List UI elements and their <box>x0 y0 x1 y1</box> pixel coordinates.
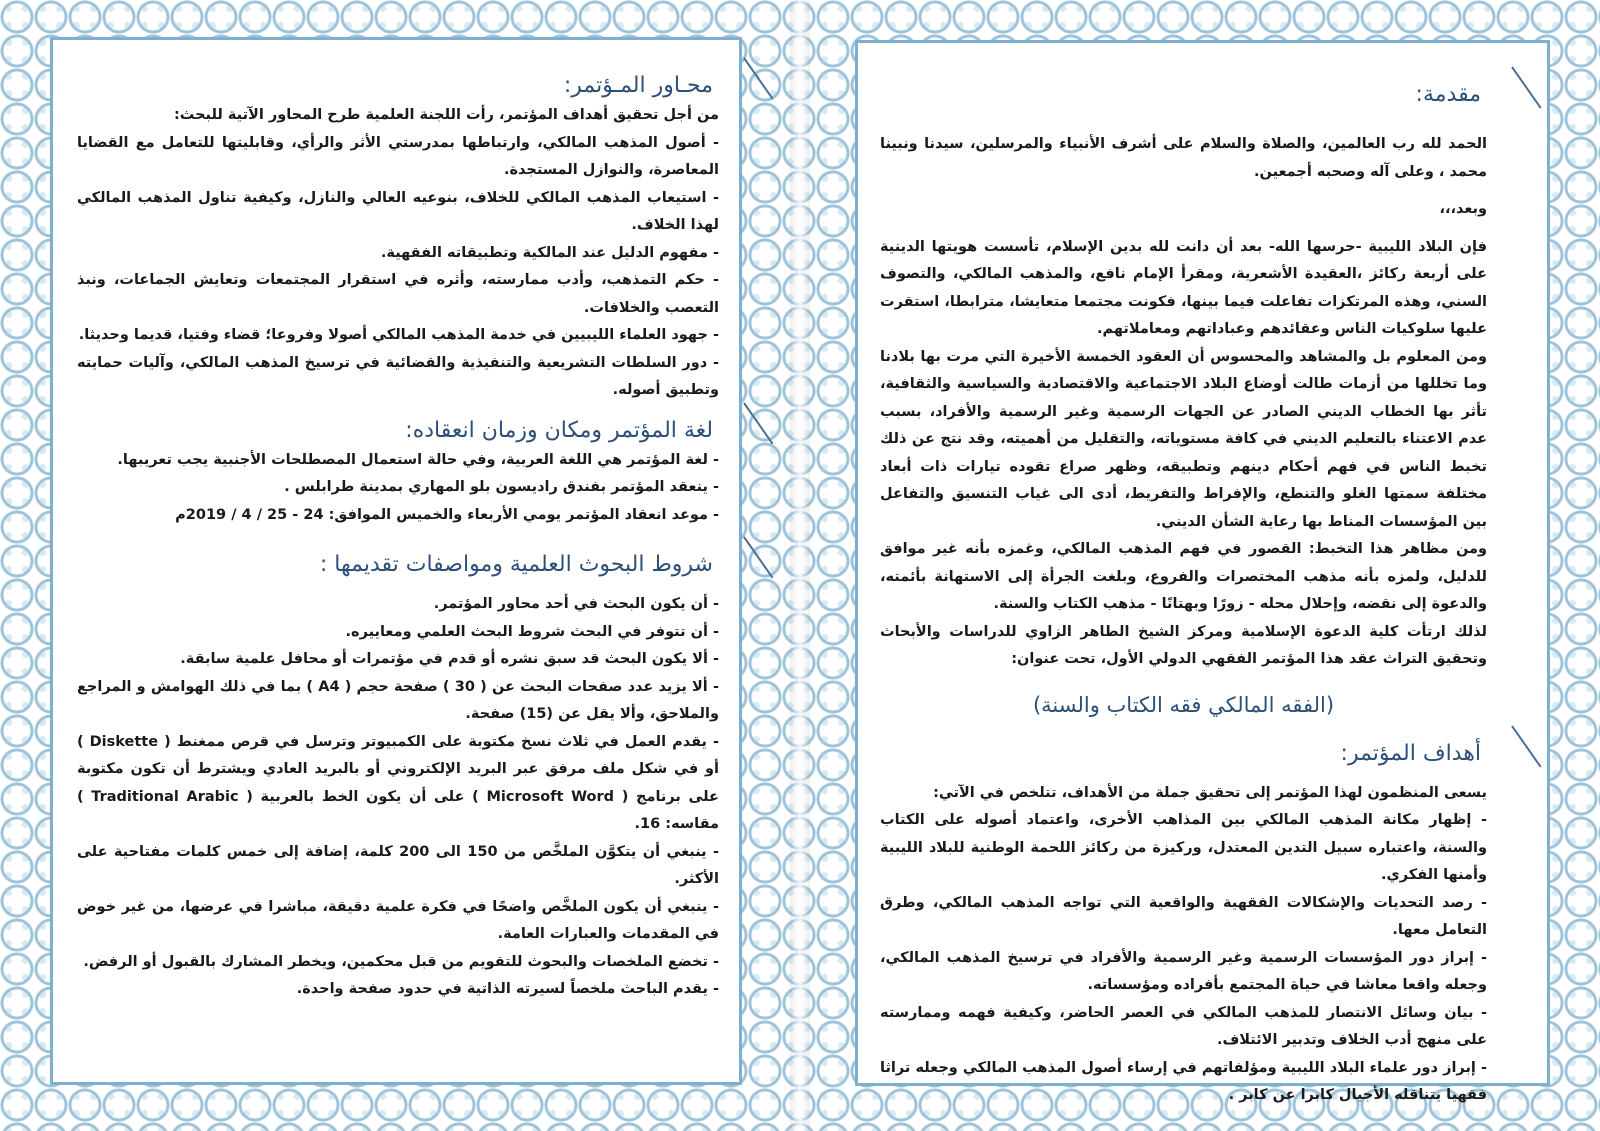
conditions-line: - ألا يزيد عدد صفحات البحث عن ( 30 ) صفحة حجم ( A4 ) بما في ذلك الهوامش و المراجع والملاحق، وألا يقل عن (15) صفحة. <box>77 678 719 722</box>
language-line: - لغة المؤتمر هي اللغة العربية، وفي حالة استعمال المصطلحات الأجنبية يجب تعريبها. <box>117 451 719 468</box>
conditions-heading-text: شروط البحوث العلمية ومواصفات تقديمها : <box>319 552 713 577</box>
intro-line: وبعد،،، <box>1439 201 1487 217</box>
goals-line: - إبراز دور علماء البلاد الليبية ومؤلفاتهم في إرساء أصول المذهب المالكي وجعله تراثا فقهيا يتناقله الأجيال كابرا عن كابر . <box>880 1059 1487 1103</box>
goals-heading <box>880 738 1487 770</box>
axes-line: - حكم التمذهب، وأدب ممارسته، وأثره في استقرار المجتمعات وتعايش الجماعات، ونبذ التعصب والخلافات. <box>77 272 719 316</box>
conditions-line: - ألا يكون البحث قد سبق نشره أو قدم في مؤتمرات أو محافل علمية سابقة. <box>180 651 719 667</box>
conditions-heading <box>77 549 719 581</box>
intro-line: فإن البلاد الليبية -حرسها الله- بعد أن دانت لله بدين الإسلام، تأسست هويتها الدينية على أربعة ركائز ،العقيدة الأشعرية، ومقرأ الإمام نافع، والمذهب المالكي، والتصوف السني، وهذه المرتكزات تفاعلت فيما بينها، فكونت مجتمعا متعايشا، مترابطا، استقرت عليها سلوكيات الناس وعقائدهم وعباداتهم ومعاملاتهم. <box>880 238 1487 337</box>
axes-line: - جهود العلماء الليبيين في خدمة المذهب المالكي أصولا وفروعا؛ قضاء وفتيا، قديما وحديثا. <box>78 327 719 343</box>
conference-title: (الفقه المالكي فقه الكتاب والسنة) <box>1032 692 1335 717</box>
conditions-line: - يقدم الباحث ملخصاً لسيرته الذاتية في حدود صفحة واحدة. <box>296 981 719 997</box>
language-heading-text: لغة المؤتمر ومكان وزمان انعقاده: <box>405 417 713 443</box>
goals-heading-text: أهداف المؤتمر: <box>1340 740 1481 766</box>
conditions-line: - ينبغي أن يكون الملخَّص واضحًا في فكرة علمية دقيقة، مباشرا في عرضها، من غير خوض في المقدمات والعبارات العامة. <box>77 898 719 942</box>
axes-line: - دور السلطات التشريعية والتنفيذية والقضائية في ترسيخ المذهب المالكي، وآليات حمايته وتطبيق أصوله. <box>77 354 719 398</box>
goals-line: - رصد التحديات والإشكالات الفقهية والواقعية التي تواجه المذهب المالكي، وطرق التعامل معها. <box>880 894 1487 938</box>
conditions-line: - تخضع الملخصات والبحوث للتقويم من قبل محكمين، ويخطر المشارك بالقبول أو الرفض. <box>83 953 719 970</box>
heading-slash-ornament <box>1511 66 1541 108</box>
language-line: - ينعقد المؤتمر بفندق راديسون بلو المهاري بمدينة طرابلس . <box>284 479 719 495</box>
axes-line: من أجل تحقيق أهداف المؤتمر، رأت اللجنة العلمية طرح المحاور الآتية للبحث: <box>173 107 719 123</box>
intro-line: ومن المعلوم بل والمشاهد والمحسوس أن العقود الخمسة الأخيرة التي مرت بها بلادنا وما تخللها من أزمات طالت أوضاع البلاد الاجتماعية والاقتصادية والسياسية والثقافية، تأثر بها الخطاب الديني الصادر عن الجهات الرسمية وغير الرسمية والأفراد، بسبب عدم الاعتناء بالتعليم الديني في كافة مستوياته، والتقليل من أهميته، وقد نتج عن ذلك تخبط الناس في فهم أحكام دينهم وتطبيقه، وظهر صراع تقوده تيارات ذات أبعاد مختلفة سمتها الغلو والتنطع، والإفراط والتفريط، أدى الى غياب التنسيق والتفاعل بين المؤسسات المناط بها رعاية الشأن الديني. <box>880 348 1487 530</box>
right-page-panel <box>855 40 1550 1103</box>
language-line: - موعد انعقاد المؤتمر يومي الأربعاء والخميس الموافق: 24 - 25 / 4 / 2019م <box>175 506 719 523</box>
intro-heading-text: مقدمة: <box>1415 82 1481 107</box>
intro-line: لذلك ارتأت كلية الدعوة الإسلامية ومركز الشيخ الطاهر الزاوي للدراسات والأبحاث وتحقيق التراث عقد هذا المؤتمر الفقهي الدولي الأول، تحت عنوان: <box>880 623 1487 667</box>
heading-slash-ornament <box>743 536 773 578</box>
conditions-line: - يقدم العمل في ثلاث نسخ مكتوبة على الكمبيوتر وترسل في قرص ممغنط ( Diskette ) أو في شكل ملف مرفق عبر البريد الإلكتروني أو بالبريد العادي ويشترط أن تكون مكتوبة على برنامج ( Microsoft Word ) على أن يكون الخط بالعربية ( Traditional Arabic ) مقاسه: 16. <box>77 733 720 832</box>
language-heading <box>77 415 719 447</box>
page-fold <box>790 0 810 1131</box>
heading-slash-ornament <box>1511 725 1541 767</box>
axes-line: - مفهوم الدليل عند المالكية وتطبيقاته الفقهية. <box>380 244 719 261</box>
goals-line: - إظهار مكانة المذهب المالكي بين المذاهب الأخرى، واعتماد أصوله على الكتاب والسنة، واعتباره سبيل التدين المعتدل، وركيزة من ركائز اللحمة الوطنية للبلاد الليبية وأمنها الفكري. <box>880 812 1487 883</box>
axes-heading-text: محـاور المـؤتمر: <box>563 73 713 98</box>
axes-line: - استيعاب المذهب المالكي للخلاف، بنوعيه العالي والنازل، وكيفية تناول المذهب المالكي لهذا الخلاف. <box>77 189 719 233</box>
heading-slash-ornament <box>743 57 773 99</box>
conditions-line: - أن تتوفر في البحث شروط البحث العلمي ومعاييره. <box>345 623 719 640</box>
intro-heading <box>880 79 1487 111</box>
conditions-line: - أن يكون البحث في أحد محاور المؤتمر. <box>433 596 719 612</box>
left-page-panel <box>50 37 742 1085</box>
intro-line: ومن مظاهر هذا التخبط: القصور في فهم المذهب المالكي، وغمزه بأنه غير موافق للدليل، ولمزه بأنه مذهب المختصرات والفروع، وبلغت الجرأة إلى الاستهانة بأئمته، والدعوة إلى نقضه، وإحلال محله - زورًا وبهتانًا - مذهب الكتاب والسنة. <box>880 541 1487 612</box>
goals-line: - إبراز دور المؤسسات الرسمية وغير الرسمية والأفراد في ترسيخ المذهب المالكي، وجعله واقعا معاشا في حياة المجتمع بأفراده ومؤسساته. <box>880 949 1487 993</box>
goals-line: يسعى المنظمون لهذا المؤتمر إلى تحقيق جملة من الأهداف، تتلخص في الآتي: <box>933 784 1487 801</box>
conditions-line: - ينبغي أن يتكوَّن الملخَّص من 150 الى 200 كلمة، إضافة إلى خمس كلمات مفتاحية على الأكثر. <box>77 843 719 887</box>
axes-line: - أصول المذهب المالكي، وارتباطها بمدرستي الأثر والرأي، وقابليتها للتعامل مع القضايا المعاصرة، والنوازل المستجدة. <box>77 134 719 178</box>
goals-line: - بيان وسائل الانتصار للمذهب المالكي في العصر الحاضر، وكيفية فهمه وممارسته على منهج أدب الخلاف وتدبير الائتلاف. <box>880 1004 1487 1048</box>
heading-slash-ornament <box>743 402 773 444</box>
axes-heading <box>77 70 719 102</box>
intro-line: الحمد لله رب العالمين، والصلاة والسلام على أشرف الأنبياء والمرسلين، سيدنا ونبينا محمد ، وعلى آله وصحبه أجمعين. <box>880 136 1487 180</box>
